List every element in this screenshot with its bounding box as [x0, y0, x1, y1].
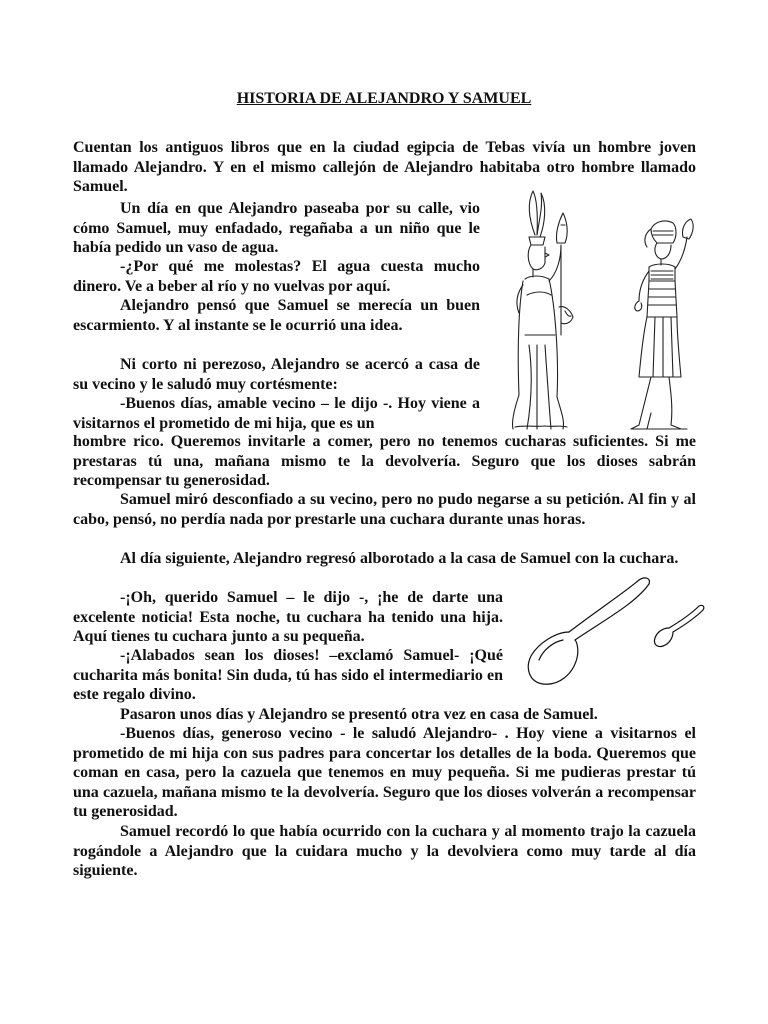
- paragraph-12: Pasaron unos días y Alejandro se presentó otra vez en casa de Samuel.: [120, 706, 598, 723]
- paragraph-9: Al día siguiente, Alejandro regresó alborotado a la casa de Samuel con la cuchara.: [120, 550, 679, 567]
- paragraph-11: -¡Alabados sean los dioses! –exclamó Samuel- ¡Qué cucharita más bonita! Sin duda, tú has sido el intermediario en este regalo divino.: [73, 647, 503, 703]
- egyptian-figures-illustration: [505, 185, 700, 430]
- paragraph-10: -¡Oh, querido Samuel – le dijo -, ¡he de darte una excelente noticia! Esta noche, tu cuchara ha tenido una hija. Aquí tienes tu cuchara junto a su pequeña.: [73, 589, 503, 645]
- document-title: HISTORIA DE ALEJANDRO Y SAMUEL: [236, 90, 532, 107]
- paragraph-8: Samuel miró desconfiado a su vecino, pero no pudo negarse a su petición. Al fin y al cabo, pensó, no perdía nada por prestarle una cuchara durante unas horas.: [73, 491, 696, 528]
- paragraph-14: Samuel recordó lo que había ocurrido con la cuchara y al momento trajo la cazuela rogándole a Alejandro que la cuidara mucho y la devolviera como muy tarde al día siguiente.: [73, 823, 696, 879]
- paragraph-5: Ni corto ni perezoso, Alejandro se acercó a casa de su vecino y le saludó muy cortésmente:: [73, 356, 480, 393]
- paragraph-3: -¿Por qué me molestas? El agua cuesta mucho dinero. Ve a beber al río y no vuelvas por aquí.: [73, 258, 480, 295]
- spoon-illustration: [505, 570, 720, 690]
- paragraph-2: Un día en que Alejandro paseaba por su calle, vio cómo Samuel, muy enfadado, regañaba a un niño que le había pedido un vaso de agua.: [73, 200, 480, 256]
- paragraph-7: hombre rico. Queremos invitarle a comer, pero no tenemos cucharas suficientes. Si me prestaras tú una, mañana mismo te la devolvería. Seguro que los dioses sabrán recompensar tu generosidad.: [73, 433, 696, 489]
- paragraph-13: -Buenos días, generoso vecino - le saludó Alejandro- . Hoy viene a visitarnos el prometido de mi hija con sus padres para concertar los detalles de la boda. Queremos que coman en casa, pero la cazuela que tenemos en muy pequeña. Si me pudieras prestar tú una cazuela, mañana mismo te la devolvería. Seguro que los dioses volverán a recompensar tu generosidad.: [73, 725, 696, 820]
- paragraph-1: Cuentan los antiguos libros que en la ciudad egipcia de Tebas vivía un hombre joven llamado Alejandro. Y en el mismo callejón de Alejandro habitaba otro hombre llamado Samuel.: [73, 139, 696, 195]
- paragraph-6: -Buenos días, amable vecino – le dijo -. Hoy viene a visitarnos el prometido de mi hija, que es un: [73, 395, 480, 432]
- paragraph-4: Alejandro pensó que Samuel se merecía un buen escarmiento. Y al instante se le ocurrió una idea.: [73, 297, 480, 334]
